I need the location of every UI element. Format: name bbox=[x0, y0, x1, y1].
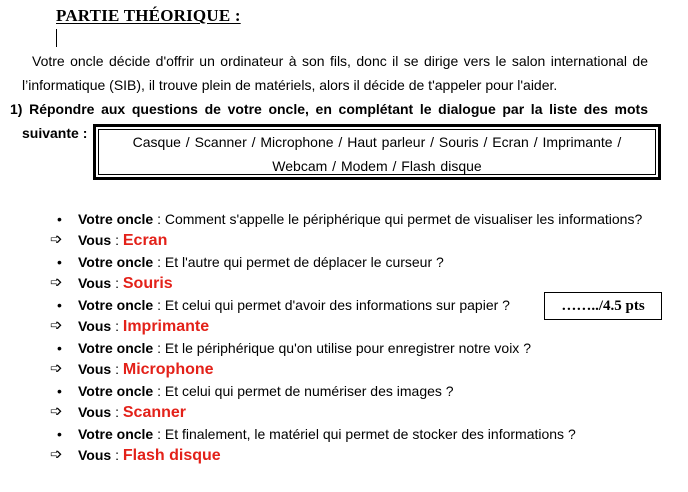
arrow-icon: ➩ bbox=[50, 231, 63, 248]
question-text: Comment s'appelle le périphérique qui permet de visualiser les informations? bbox=[164, 211, 643, 227]
speaker-label: Vous bbox=[78, 318, 112, 334]
speaker-label: Vous bbox=[78, 275, 112, 291]
bullet-icon: • bbox=[57, 383, 62, 399]
answer-text: Flash disque bbox=[122, 447, 221, 464]
word-list-line-1: Casque / Scanner / Microphone / Haut parleur / Souris / Ecran / Imprimante / bbox=[132, 134, 622, 150]
text-cursor bbox=[56, 29, 57, 47]
answer-text: Microphone bbox=[122, 361, 214, 378]
dialog-answer bbox=[50, 271, 648, 296]
separator: : bbox=[111, 232, 123, 248]
answer-text: Souris bbox=[122, 275, 173, 292]
dialog-answer bbox=[50, 314, 648, 339]
speaker-label: Vous bbox=[78, 361, 112, 377]
separator: : bbox=[111, 447, 123, 463]
speaker-label: Votre oncle bbox=[78, 211, 154, 227]
separator: : bbox=[153, 254, 165, 270]
separator: : bbox=[153, 426, 165, 442]
section-title: PARTIE THÉORIQUE : bbox=[56, 6, 241, 25]
dialog-question bbox=[50, 210, 648, 228]
speaker-label: Vous bbox=[78, 232, 112, 248]
dialog-answer bbox=[50, 228, 648, 253]
arrow-icon: ➩ bbox=[50, 360, 63, 377]
separator: : bbox=[111, 318, 123, 334]
speaker-label: Votre oncle bbox=[78, 383, 154, 399]
speaker-label: Votre oncle bbox=[78, 340, 154, 356]
word-list-line-2: Webcam / Modem / Flash disque bbox=[272, 158, 482, 174]
separator: : bbox=[153, 297, 165, 313]
dialog bbox=[50, 210, 648, 468]
arrow-icon: ➩ bbox=[50, 446, 63, 463]
speaker-label: Vous bbox=[78, 404, 112, 420]
answer-text: Imprimante bbox=[122, 318, 210, 335]
speaker-label: Vous bbox=[78, 447, 112, 463]
separator: : bbox=[111, 275, 123, 291]
arrow-icon: ➩ bbox=[50, 274, 63, 291]
question-text: Et celui qui permet d'avoir des informations sur papier ? bbox=[164, 297, 510, 313]
question-line-2: suivante : bbox=[22, 125, 88, 141]
dialog-answer bbox=[50, 357, 648, 382]
question-text: Et finalement, le matériel qui permet de stocker des informations ? bbox=[164, 426, 576, 442]
separator: : bbox=[153, 211, 165, 227]
bullet-icon: • bbox=[57, 340, 62, 356]
score-box: ……../4.5 pts bbox=[544, 292, 662, 320]
dialog-question bbox=[50, 339, 648, 357]
bullet-icon: • bbox=[57, 211, 62, 227]
question-text: Et celui qui permet de numériser des images ? bbox=[164, 383, 454, 399]
separator: : bbox=[153, 340, 165, 356]
bullet-icon: • bbox=[57, 297, 62, 313]
intro-line-2: l’informatique (SIB), il trouve plein de matériels, alors il décide de t'appeler pour l'aider. bbox=[22, 77, 558, 93]
question-text: Et l'autre qui permet de déplacer le curseur ? bbox=[164, 254, 444, 270]
dialog-question bbox=[50, 253, 648, 271]
dialog-question bbox=[50, 382, 648, 400]
bullet-icon: • bbox=[57, 426, 62, 442]
separator: : bbox=[111, 404, 123, 420]
question-line-1: 1) Répondre aux questions de votre oncle, en complétant le dialogue par la liste des mots bbox=[10, 101, 648, 117]
answer-text: Ecran bbox=[122, 232, 168, 249]
dialog-answer bbox=[50, 443, 648, 468]
speaker-label: Votre oncle bbox=[78, 254, 154, 270]
word-list-box bbox=[93, 124, 661, 180]
intro-line-1: Votre oncle décide d'offrir un ordinateur à son fils, donc il se dirige vers le salon international de bbox=[32, 53, 648, 69]
dialog-answer bbox=[50, 400, 648, 425]
dialog-question bbox=[50, 425, 648, 443]
arrow-icon: ➩ bbox=[50, 317, 63, 334]
speaker-label: Votre oncle bbox=[78, 297, 154, 313]
bullet-icon: • bbox=[57, 254, 62, 270]
arrow-icon: ➩ bbox=[50, 403, 63, 420]
separator: : bbox=[111, 361, 123, 377]
separator: : bbox=[153, 383, 165, 399]
speaker-label: Votre oncle bbox=[78, 426, 154, 442]
dialog-question bbox=[50, 296, 648, 314]
question-text: Et le périphérique qu'on utilise pour enregistrer notre voix ? bbox=[164, 340, 531, 356]
answer-text: Scanner bbox=[122, 404, 187, 421]
intro-paragraph bbox=[22, 49, 648, 97]
word-list-inner bbox=[98, 129, 656, 175]
